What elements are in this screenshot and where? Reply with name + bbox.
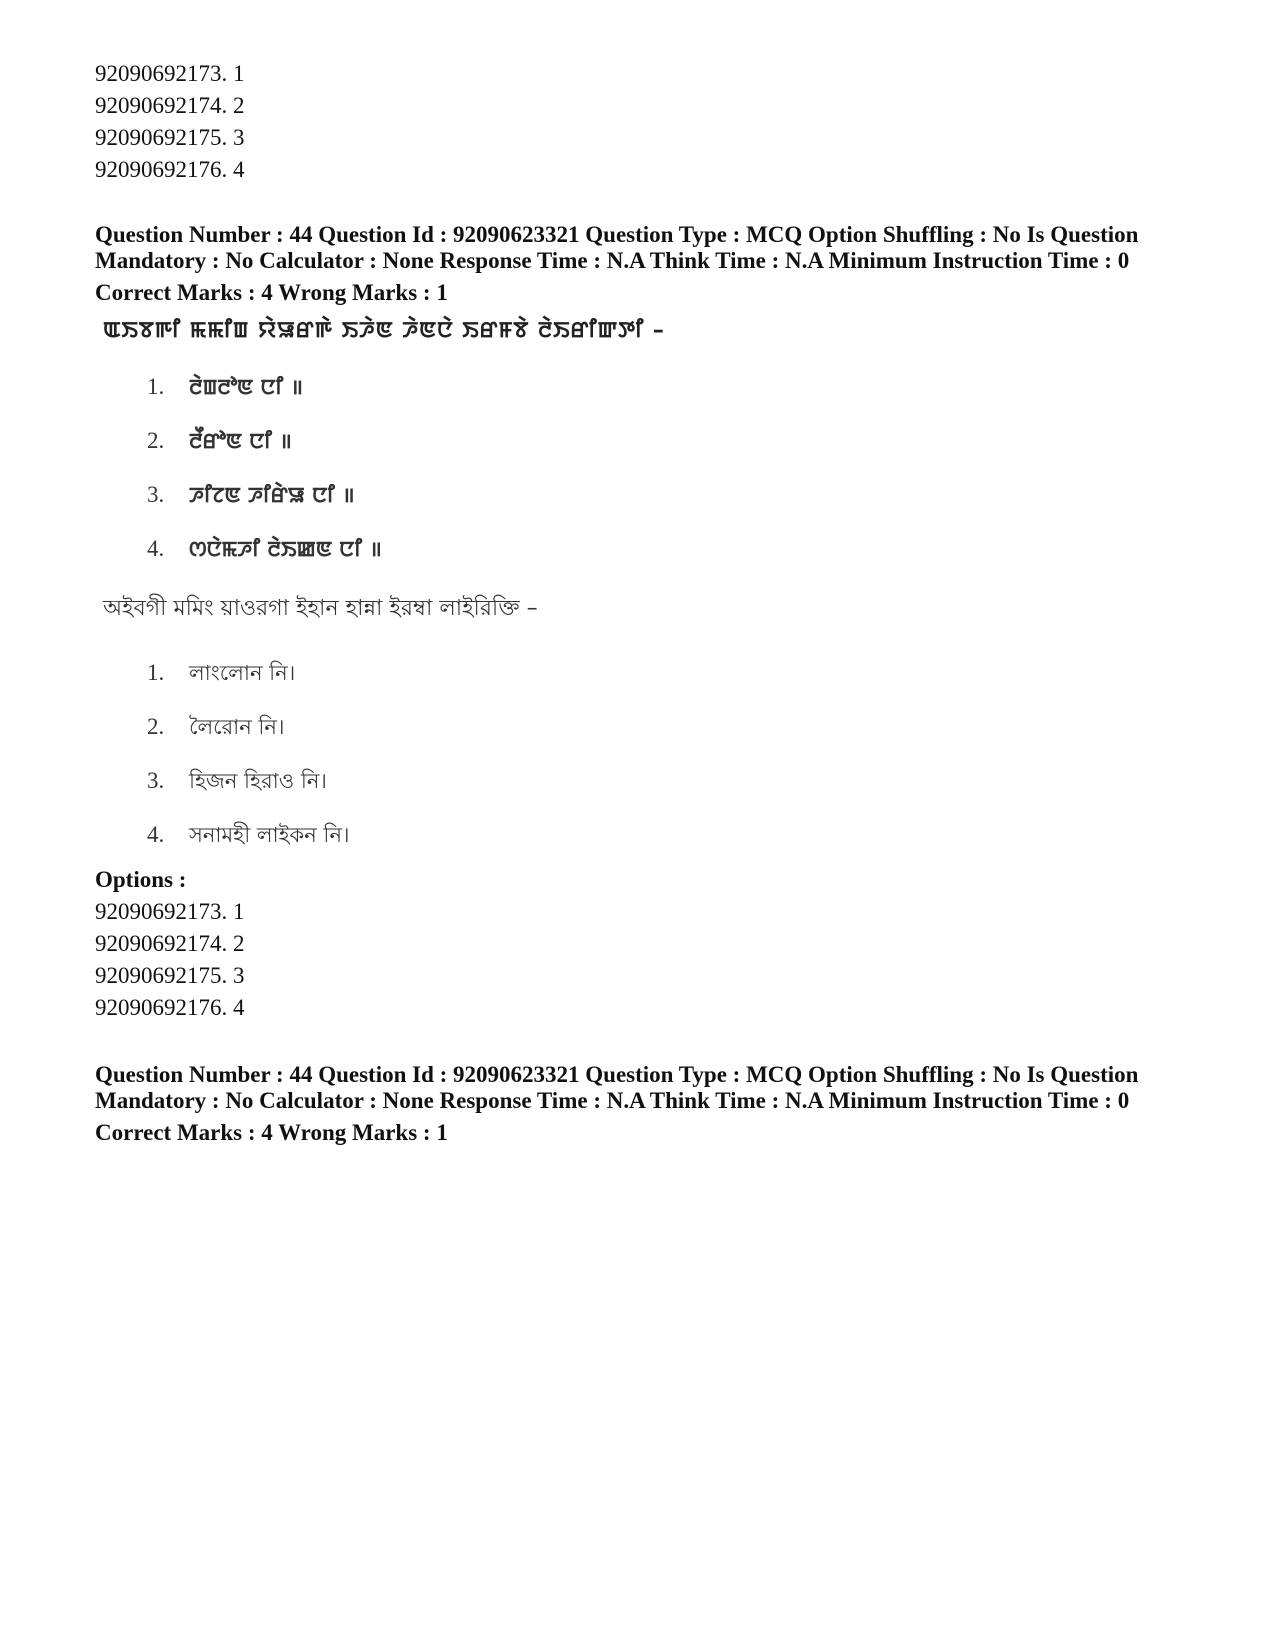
- choice-text: লৈরোন নি।: [189, 715, 285, 739]
- previous-options-list: [95, 58, 1195, 186]
- choice-number: 4.: [147, 822, 165, 847]
- choice-number: 1.: [147, 660, 165, 685]
- choice-number: 2.: [147, 428, 165, 453]
- question-block: [95, 1062, 1195, 1146]
- choice-text: লাংলোন নি।: [189, 661, 296, 685]
- question-meta-line-1: Question Number : 44 Question Id : 92090623321 Question Type : MCQ Option Shuffling : No Is Question: [95, 1062, 1139, 1087]
- choice-item: [95, 522, 1195, 576]
- question-block: [95, 222, 1195, 1024]
- question-stem-bengali: অইবগী মমিং য়াওরগা ইহান হান্না ইরম্বা লাইরিক্তি –: [103, 596, 538, 621]
- choice-item: [95, 754, 1195, 808]
- choice-text: ꯁꯅꯥꯃꯍꯤ ꯂꯥꯏꯀꯟ ꯅꯤ ॥: [189, 537, 382, 561]
- option-line: 92090692173. 1: [95, 61, 245, 86]
- choice-text: সনামহী লাইকন নি।: [189, 823, 350, 847]
- choice-item: [95, 360, 1195, 414]
- choice-number: 4.: [147, 536, 165, 561]
- choice-item: [95, 646, 1195, 700]
- option-line: 92090692175. 3: [95, 963, 245, 988]
- choice-number: 3.: [147, 768, 165, 793]
- choice-text: হিজন হিরাও নি।: [189, 769, 327, 793]
- choice-number: 1.: [147, 374, 165, 399]
- choice-number: 3.: [147, 482, 165, 507]
- question-meta-line-2: Mandatory : No Calculator : None Response Time : N.A Think Time : N.A Minimum Instruction Time : 0: [95, 248, 1130, 273]
- choice-item: [95, 414, 1195, 468]
- option-line: 92090692176. 4: [95, 995, 245, 1020]
- choices-bengali: [95, 646, 1195, 862]
- option-line: 92090692174. 2: [95, 93, 245, 118]
- choice-text: ꯂꯩꯔꯣꯟ ꯅꯤ ॥: [189, 429, 292, 453]
- choice-text: ꯍꯤꯖꯟ ꯍꯤꯔꯥꯎ ꯅꯤ ॥: [189, 483, 355, 507]
- question-meta-line-1: Question Number : 44 Question Id : 92090623321 Question Type : MCQ Option Shuffling : No Is Question: [95, 222, 1139, 247]
- choice-text: ꯂꯥꯡꯂꯣꯟ ꯅꯤ ॥: [189, 375, 303, 399]
- document-page: [95, 58, 1195, 1146]
- choice-item: [95, 700, 1195, 754]
- choices-meitei: [95, 360, 1195, 576]
- options-list: [95, 896, 1195, 1024]
- choice-number: 2.: [147, 714, 165, 739]
- option-line: 92090692175. 3: [95, 125, 245, 150]
- options-heading: Options :: [95, 867, 187, 892]
- option-line: 92090692173. 1: [95, 899, 245, 924]
- question-marks: Correct Marks : 4 Wrong Marks : 1: [95, 1120, 448, 1145]
- question-stem-meitei: ꯑꯏꯕꯒꯤ ꯃꯃꯤꯡ ꯌꯥꯎꯔꯒꯥ ꯏꯍꯥꯟ ꯍꯥꯟꯅꯥ ꯏꯔꯝꯕꯥ ꯂꯥꯏꯔꯤꯛꯇꯤ –: [103, 318, 665, 343]
- question-meta-line-2: Mandatory : No Calculator : None Response Time : N.A Think Time : N.A Minimum Instruction Time : 0: [95, 1088, 1130, 1113]
- option-line: 92090692174. 2: [95, 931, 245, 956]
- choice-item: [95, 468, 1195, 522]
- option-line: 92090692176. 4: [95, 157, 245, 182]
- choice-item: [95, 808, 1195, 862]
- question-marks: Correct Marks : 4 Wrong Marks : 1: [95, 280, 448, 305]
